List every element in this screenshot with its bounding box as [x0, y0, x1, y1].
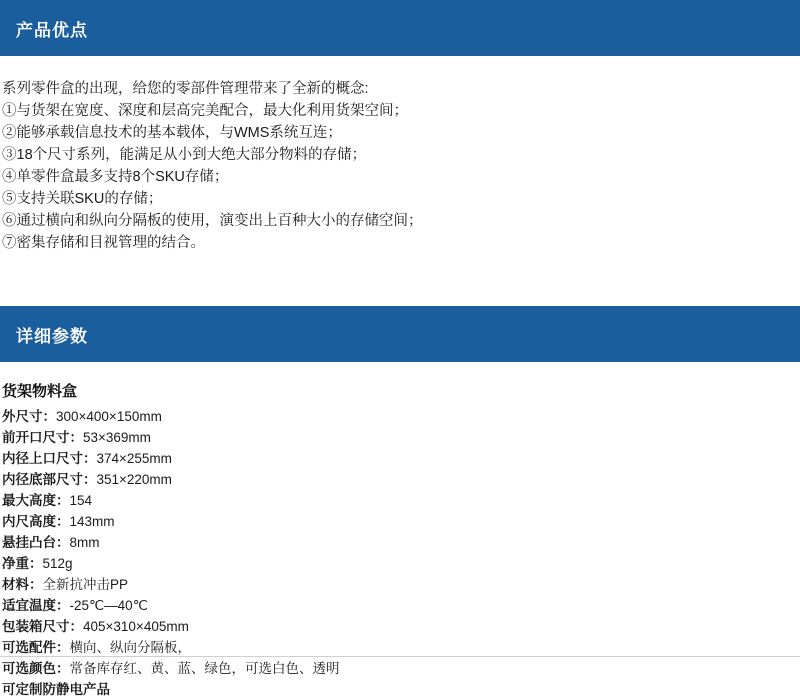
parameter-row	[0, 553, 800, 574]
parameter-row	[0, 595, 800, 616]
parameter-key: 适宜温度：	[2, 598, 70, 613]
parameter-key: 内径上口尺寸：	[2, 451, 97, 466]
parameter-key: 可选颜色：	[2, 661, 70, 676]
parameter-key: 前开口尺寸：	[2, 430, 83, 445]
parameter-value: 154	[69, 493, 93, 508]
advantages-section-header	[0, 0, 800, 56]
parameter-row	[0, 490, 800, 511]
parameter-value: -25℃—40℃	[69, 598, 148, 613]
parameter-row	[0, 574, 800, 595]
parameter-value: 300×400×150mm	[56, 409, 162, 424]
parameter-row	[0, 679, 800, 700]
parameter-key: 外尺寸：	[2, 409, 56, 424]
parameter-row	[0, 658, 800, 679]
parameter-row	[0, 406, 800, 427]
parameter-key: 净重：	[2, 556, 43, 571]
parameter-value: 常备库存红、黄、蓝、绿色，可选白色、透明	[69, 661, 340, 676]
parameter-value: 143mm	[69, 514, 115, 529]
parameter-key: 材料：	[2, 577, 43, 592]
parameter-key: 悬挂凸台：	[2, 535, 70, 550]
parameter-row	[0, 637, 800, 658]
parameter-key: 可定制防静电产品	[2, 682, 110, 697]
parameter-value: 512g	[42, 556, 73, 571]
advantage-line: ⑥通过横向和纵向分隔板的使用，演变出上百种大小的存储空间；	[2, 213, 423, 229]
parameter-value: 374×255mm	[96, 451, 172, 466]
parameter-value: 351×220mm	[96, 472, 172, 487]
parameter-row	[0, 427, 800, 448]
parameters-subtitle: 货架物料盒	[2, 383, 78, 400]
parameters-content	[0, 362, 800, 700]
parameter-value: 8mm	[69, 535, 100, 550]
parameter-row	[0, 532, 800, 553]
advantage-line: ①与货架在宽度、深度和层高完美配合，最大化利用货架空间；	[2, 103, 408, 119]
advantage-line: ⑤支持关联SKU的存储；	[2, 191, 163, 207]
parameter-key: 可选配件：	[2, 640, 70, 655]
parameter-row	[0, 511, 800, 532]
parameter-row	[0, 616, 800, 637]
parameter-value: 53×369mm	[83, 430, 151, 445]
advantages-section-title: 产品优点	[16, 20, 88, 40]
parameter-key: 内尺高度：	[2, 514, 70, 529]
parameter-value: 全新抗冲击PP	[42, 577, 129, 592]
parameter-value: 405×310×405mm	[83, 619, 189, 634]
parameter-value: 横向、纵向分隔板，	[69, 640, 191, 655]
advantage-line: ③18个尺寸系列，能满足从小到大绝大部分物料的存储；	[2, 147, 367, 163]
advantage-line: ②能够承载信息技术的基本载体，与WMS系统互连；	[2, 125, 342, 141]
advantage-line: ④单零件盒最多支持8个SKU存储；	[2, 169, 229, 185]
parameters-section-header	[0, 306, 800, 362]
parameter-row	[0, 448, 800, 469]
parameter-key: 最大高度：	[2, 493, 70, 508]
advantages-content	[0, 56, 800, 254]
section-spacer	[0, 254, 800, 306]
advantage-line: 系列零件盒的出现，给您的零部件管理带来了全新的概念:	[2, 81, 369, 97]
parameter-key: 内径底部尺寸：	[2, 472, 97, 487]
parameters-section-title: 详细参数	[16, 326, 88, 346]
advantage-line: ⑦密集存储和目视管理的结合。	[2, 235, 205, 251]
parameter-row	[0, 469, 800, 490]
parameter-key: 包装箱尺寸：	[2, 619, 83, 634]
